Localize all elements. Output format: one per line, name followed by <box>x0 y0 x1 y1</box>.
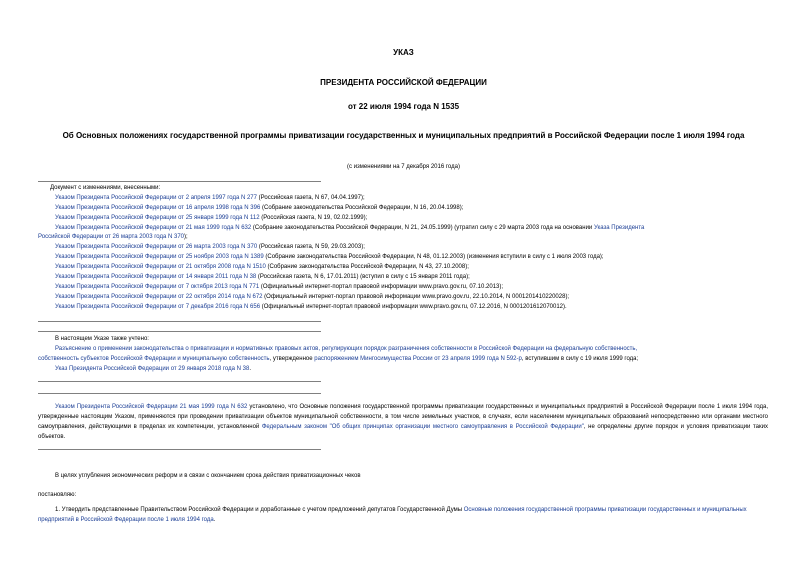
clarification-link[interactable]: собственность субъектов Российской Федерации и муниципальную собственность <box>38 356 270 362</box>
amendment-source: (Российская газета, N 6, 17.01.2011) (вступил в силу с 15 января 2011 года); <box>256 274 470 280</box>
doc-type-heading: УКАЗ <box>393 48 414 57</box>
doc-title: Об Основных положениях государственной программы приватизации государственных и муниципальных предприятий в Российской Федерации после 1 июля 1994 года <box>62 131 745 140</box>
changes-note: (с изменениями на 7 декабря 2016 года) <box>347 164 460 170</box>
established-text: , не определены другие порядок и условия приватизации таких объектов. <box>38 424 768 440</box>
clause-text: 1. Утвердить представленные Правительством Российской Федерации и доработанные с учетом предложений депутатов Государственной Думы <box>55 507 464 513</box>
clause-text: . <box>213 517 216 523</box>
amendment-link[interactable]: Российской Федерации от 26 марта 2003 года N 370 <box>38 234 185 240</box>
clause-1 <box>38 505 768 525</box>
divider <box>38 331 321 332</box>
amendment-link[interactable]: Указом Президента Российской Федерации от 7 декабря 2016 года N 656 <box>55 304 261 310</box>
divider <box>38 393 321 394</box>
established-paragraph <box>38 402 768 442</box>
amendment-source: (Собрание законодательства Российской Федерации, N 21, 24.05.1999) (утратил силу с 29 марта 2003 года на основании <box>251 225 594 231</box>
also-text: . <box>249 366 251 372</box>
divider <box>38 449 321 450</box>
divider <box>38 321 321 322</box>
divider <box>38 381 321 382</box>
amendment-source: (Официальный интернет-портал правовой информации www.pravo.gov.ru, 07.12.2016, N 0001201612070012). <box>260 304 567 310</box>
also-text: , утвержденное <box>269 356 315 362</box>
amendment-link[interactable]: Указом Президента Российской Федерации от 25 января 1999 года N 112 <box>55 215 260 221</box>
amendment-link[interactable]: Указа Президента <box>593 225 645 231</box>
amendment-link[interactable]: Указом Президента Российской Федерации от 7 октября 2013 года N 771 <box>55 284 260 290</box>
amendment-link[interactable]: Указом Президента Российской Федерации от 22 октября 2014 года N 672 <box>55 294 263 300</box>
preamble: В целях углубления экономических реформ и в связи с окончанием срока действия приватизационных чеков <box>55 473 361 479</box>
amendment-link[interactable]: Указом Президента Российской Федерации от 21 мая 1999 года N 632 <box>55 225 252 231</box>
amendment-link[interactable]: Указом Президента Российской Федерации от 14 января 2011 года N 38 <box>55 274 257 280</box>
also-text: , вступившим в силу с 19 июля 1999 года; <box>521 356 639 362</box>
program-link[interactable]: Основные положения государственной программы приватизации государственных и муниципальных предприятий в Российской Федерации после 1 июля 1994 года <box>38 507 747 523</box>
established-text: установлено, что Основные положения государственной программы приватизации государственных и муниципальных предприятий в Российской Федерации после 1 июля 1994 года, утвержденные настоящим Указом, применяются при проведении приватизации объектов муниципальной собственности, в том числе земельных участков, в случаях, если населением муниципальных образований непосредственно или органами местного самоуправления, действующими в пределах их компетенции, установленной <box>38 404 768 430</box>
also-line <box>55 364 251 375</box>
amendment-link[interactable]: Указом Президента Российской Федерации от 25 ноября 2003 года N 1389 <box>55 254 264 260</box>
order-link[interactable]: распоряжением Мингосимущества России от 23 апреля 1999 года N 592-р <box>314 356 522 362</box>
clarification-link[interactable]: Разъяснение о применении законодательства о приватизации и нормативных правовых актов, регулирующих порядок разграничения собственности в Российской Федерации на федеральную собственность, <box>55 346 638 352</box>
issuer-heading: ПРЕЗИДЕНТА РОССИЙСКОЙ ФЕДЕРАЦИИ <box>320 78 487 87</box>
amendment-link[interactable]: Указом Президента Российской Федерации от 16 апреля 1998 года N 396 <box>55 205 261 211</box>
federal-law-link[interactable]: Федеральным законом "Об общих принципах организации местного самоуправления в Российской Федерации" <box>261 424 584 430</box>
amendment-link[interactable]: Указом Президента Российской Федерации от 26 марта 2003 года N 370 <box>55 244 258 250</box>
amendment-source: (Российская газета, N 59, 29.03.2003); <box>257 244 365 250</box>
also-intro: В настоящем Указе также учтено: <box>55 336 149 342</box>
amendment-source: (Собрание законодательства Российской Федерации, N 43, 27.10.2008); <box>265 264 469 270</box>
amendments-intro: Документ с изменениями, внесенными: <box>50 185 161 191</box>
amendment-source: (Российская газета, N 19, 02.02.1999); <box>259 215 368 221</box>
resolution-word: постановляю: <box>38 492 77 498</box>
amendment-source: (Официальный интернет-портал правовой информации www.pravo.gov.ru, 07.10.2013); <box>259 284 504 290</box>
amendment-item <box>55 302 567 313</box>
amendment-link[interactable]: Указом Президента Российской Федерации от 21 октября 2008 года N 1510 <box>55 264 266 270</box>
decree-link[interactable]: Указом Президента Российской Федерации 21 мая 1999 года N 632 <box>55 404 248 410</box>
amendment-source: (Российская газета, N 67, 04.04.1997); <box>256 195 365 201</box>
amendment-source: (Собрание законодательства Российской Федерации, N 48, 01.12.2003) (изменения вступили в силу с 1 июля 2003 года); <box>263 254 604 260</box>
amendment-source: (Официальный интернет-портал правовой информации www.pravo.gov.ru, 22.10.2014, N 0001201410220028); <box>262 294 570 300</box>
decree-link[interactable]: Указ Президента Российской Федерации от 29 января 2018 года N 38 <box>55 366 250 372</box>
amendment-link[interactable]: Указом Президента Российской Федерации от 2 апреля 1997 года N 277 <box>55 195 257 201</box>
amendment-source: (Собрание законодательства Российской Федерации, N 16, 20.04.1998); <box>260 205 464 211</box>
doc-date: от 22 июля 1994 года N 1535 <box>347 102 460 111</box>
amendment-source: ); <box>184 234 188 240</box>
divider <box>38 181 321 182</box>
